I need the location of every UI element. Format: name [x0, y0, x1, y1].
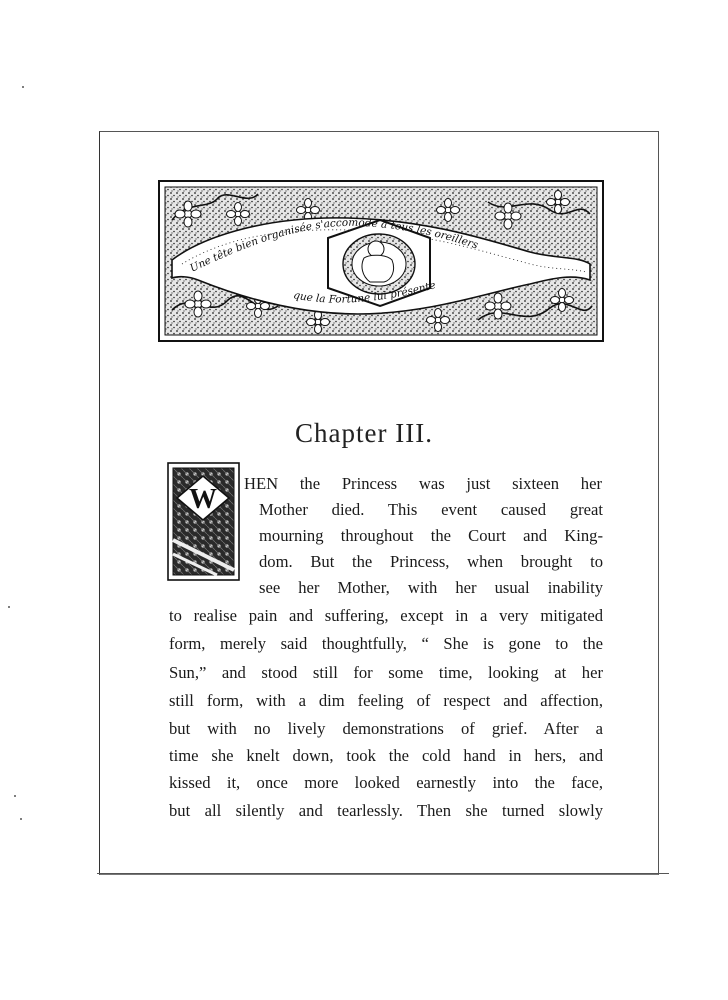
drop-cap-letter: W [189, 484, 217, 515]
body-line-11: time she knelt down, took the cold hand in hers, and [169, 746, 603, 765]
drop-cap-ornament [167, 462, 240, 581]
paper-speck [22, 86, 24, 88]
chapter-title: Chapter III. [295, 418, 433, 448]
paper-speck [8, 606, 10, 608]
body-line-10: but with no lively demonstrations of grief. After a [169, 719, 603, 738]
body-line-2: Mother died. This event caused great [259, 500, 603, 519]
body-line-12: kissed it, once more looked earnestly into the face, [169, 773, 603, 792]
frame-bottom-rule [97, 873, 669, 874]
body-line-7: form, merely said thoughtfully, “ She is gone to the [169, 634, 603, 653]
body-line-4: dom. But the Princess, when brought to [259, 552, 603, 571]
banner-motto-top: Une tête bien organisée s'accomode à tous les oreillers [188, 216, 480, 275]
body-line-5: see her Mother, with her usual inability [259, 578, 603, 597]
banner-motto-bottom: que la Fortune lui présente [292, 279, 438, 306]
body-line-1: HEN the Princess was just sixteen her [244, 474, 602, 493]
body-line-3: mourning throughout the Court and King- [259, 526, 603, 545]
body-line-13: but all silently and tearlessly. Then she turned slowly [169, 801, 603, 820]
body-line-8: Sun,” and stood still for some time, looking at her [169, 663, 603, 682]
body-line-9: still form, with a dim feeling of respect and affection, [169, 691, 603, 710]
paper-speck [20, 818, 22, 820]
paper-speck [14, 795, 16, 797]
chapter-header-banner [158, 180, 604, 342]
body-line-6: to realise pain and suffering, except in a very mitigated [169, 606, 603, 625]
